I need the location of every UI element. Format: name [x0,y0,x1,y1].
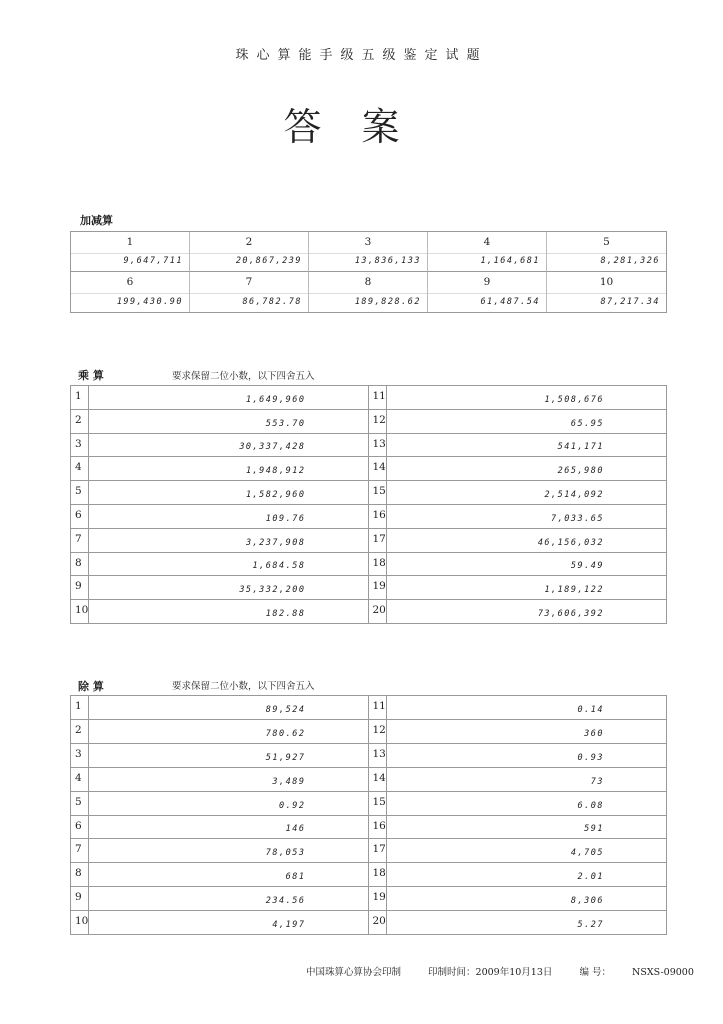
answer-value: 234.56 [265,896,306,907]
answer-value: 6.08 [577,800,604,811]
answer-cell [387,696,667,719]
question-number: 1 [71,386,89,409]
answer-cell [387,600,667,623]
question-number: 7 [71,839,89,862]
divide-right-column [369,696,667,934]
answer-value: 265,980 [557,466,604,477]
add-sub-cell [309,232,428,272]
answer-cell [89,386,368,409]
question-number: 20 [369,911,387,934]
question-number: 4 [71,768,89,791]
answer-value: 1,189,122 [544,585,604,596]
answer-value: 3,489 [272,776,306,787]
cell-divider [428,293,546,294]
table-row [369,768,667,792]
question-number: 5 [71,481,89,504]
answer-cell [89,696,368,719]
cell-divider [190,253,308,254]
answer-value: 5.27 [577,920,604,931]
answer-value: 2.01 [577,872,604,883]
add-sub-cell [190,272,309,312]
table-row [71,887,368,911]
answer-cell [387,792,667,815]
question-number: 17 [369,529,387,552]
answer-cell [89,505,368,528]
question-number: 2 [245,236,253,248]
answer-cell [89,792,368,815]
answer-cell [387,720,667,743]
question-number: 14 [369,768,387,791]
answer-cell [387,744,667,767]
question-number: 10 [71,911,89,934]
question-number: 11 [369,386,387,409]
answer-value: 61,487.54 [480,297,540,307]
table-row [71,553,368,577]
question-number: 2 [71,720,89,743]
answer-value: 86,782.78 [242,297,302,307]
question-number: 9 [71,887,89,910]
table-row [369,529,667,553]
cell-divider [71,253,189,254]
answer-cell [89,434,368,457]
answer-value: 4,197 [272,920,306,931]
answer-value: 0.92 [279,800,306,811]
table-row [71,576,368,600]
cell-divider [71,293,189,294]
table-row [71,410,368,434]
question-number: 5 [71,792,89,815]
add-sub-cell [71,232,190,272]
question-number: 12 [369,410,387,433]
answer-cell [387,768,667,791]
table-row [369,696,667,720]
table-row [369,911,667,934]
table-row [369,457,667,481]
answer-value: 30,337,428 [239,442,306,453]
answer-value: 3,237,908 [245,537,306,548]
table-row [369,792,667,816]
answer-cell [387,816,667,839]
question-number: 10 [599,276,614,288]
answer-value: 2,514,092 [544,489,604,500]
question-number: 8 [364,276,372,288]
table-row [369,839,667,863]
table-row [369,434,667,458]
answer-value: 553.70 [265,418,306,429]
answer-cell [89,553,368,576]
answer-cell [89,481,368,504]
answer-value: 9,647,711 [123,256,183,266]
multiply-left-column [71,386,369,623]
table-row [71,529,368,553]
answer-value: 1,582,960 [245,489,306,500]
add-sub-cell [428,272,547,312]
cell-divider [190,293,308,294]
add-sub-label: 加减算 [80,214,113,227]
add-sub-cell [547,232,666,272]
answer-value: 59.49 [570,561,604,572]
table-row [71,600,368,623]
answer-value: 1,684.58 [252,561,306,572]
answer-cell [387,481,667,504]
footer-print-time: 印制时间：2009年10月13日 [428,967,553,978]
question-number: 11 [369,696,387,719]
answer-cell [387,457,667,480]
answer-cell [89,576,368,599]
table-row [71,792,368,816]
footer-code-label: 编 号： [579,967,611,978]
table-row [369,481,667,505]
add-sub-table [70,231,667,313]
answer-cell [387,576,667,599]
answer-value: 73,606,392 [537,608,604,619]
table-row [71,720,368,744]
table-row [369,744,667,768]
answer-cell [89,457,368,480]
table-row [71,457,368,481]
cell-divider [428,253,546,254]
question-number: 20 [369,600,387,623]
answer-value: 1,164,681 [480,256,540,266]
add-sub-cell [309,272,428,312]
multiply-table [70,385,667,624]
question-number: 3 [364,236,372,248]
answer-value: 65.95 [570,418,604,429]
cell-divider [309,253,427,254]
answer-value: 46,156,032 [537,537,604,548]
question-number: 4 [71,457,89,480]
question-number: 14 [369,457,387,480]
answer-cell [89,863,368,886]
answer-cell [89,410,368,433]
answer-value: 591 [584,824,604,835]
answer-cell [387,863,667,886]
answer-value: 35,332,200 [239,585,306,596]
answer-value: 189,828.62 [354,297,421,307]
answer-cell [387,553,667,576]
add-sub-cell [190,232,309,272]
question-number: 7 [71,529,89,552]
question-number: 6 [126,276,134,288]
answer-value: 73 [590,776,604,787]
multiply-right-column [369,386,667,623]
question-number: 18 [369,863,387,886]
divide-left-column [71,696,369,934]
question-number: 15 [369,481,387,504]
answer-value: 4,705 [570,848,604,859]
add-sub-cell [428,232,547,272]
cell-divider [547,293,666,294]
question-number: 7 [245,276,253,288]
exam-title: 珠心算能手级五级鉴定试题 [235,48,488,63]
table-row [369,505,667,529]
question-number: 6 [71,505,89,528]
answer-value: 1,948,912 [245,466,306,477]
answer-value: 78,053 [265,848,306,859]
answer-value: 199,430.90 [116,297,183,307]
table-row [71,744,368,768]
answer-cell [89,816,368,839]
table-row [369,600,667,623]
question-number: 13 [369,434,387,457]
answer-cell [89,744,368,767]
answer-cell [387,911,667,934]
question-number: 6 [71,816,89,839]
table-row [369,386,667,410]
question-number: 3 [71,744,89,767]
answer-cell [89,600,368,623]
answer-value: 51,927 [265,752,306,763]
question-number: 19 [369,887,387,910]
answer-value: 0.14 [577,704,604,715]
main-title: 答案 [283,105,440,149]
question-number: 5 [603,236,610,248]
question-number: 1 [71,696,89,719]
question-number: 19 [369,576,387,599]
answer-value: 541,171 [557,442,604,453]
question-number: 8 [71,863,89,886]
multiply-label: 乘 算 [78,369,104,382]
table-row [71,434,368,458]
table-row [369,576,667,600]
table-row [71,386,368,410]
answer-cell [387,887,667,910]
answer-value: 780.62 [265,728,306,739]
answer-value: 681 [285,872,306,883]
answer-value: 13,836,133 [354,256,421,266]
table-row [71,768,368,792]
answer-cell [387,434,667,457]
answer-value: 360 [584,728,604,739]
table-row [369,887,667,911]
question-number: 10 [71,600,89,623]
question-number: 16 [369,816,387,839]
answer-value: 146 [285,824,306,835]
answer-cell [89,529,368,552]
answer-cell [89,887,368,910]
answer-value: 8,306 [570,896,604,907]
question-number: 18 [369,553,387,576]
question-number: 9 [483,276,491,288]
table-row [369,553,667,577]
answer-cell [89,720,368,743]
question-number: 1 [126,236,134,248]
table-row [71,816,368,840]
answer-value: 87,217.34 [600,297,660,307]
answer-value: 8,281,326 [600,256,660,266]
question-number: 13 [369,744,387,767]
answer-cell [387,839,667,862]
table-row [71,696,368,720]
answer-value: 89,524 [265,704,306,715]
question-number: 15 [369,792,387,815]
answer-cell [89,768,368,791]
table-row [369,863,667,887]
answer-cell [387,386,667,409]
answer-value: 1,508,676 [544,394,604,405]
question-number: 17 [369,839,387,862]
table-row [369,720,667,744]
table-row [71,839,368,863]
add-sub-cell [71,272,190,312]
divide-label: 除 算 [78,680,104,693]
question-number: 4 [483,236,491,248]
table-row [369,816,667,840]
question-number: 8 [71,553,89,576]
divide-table [70,695,667,935]
multiply-note: 要求保留二位小数，以下四舍五入 [172,371,315,382]
answer-value: 109.76 [265,513,306,524]
table-row [71,481,368,505]
table-row [71,911,368,934]
footer-printer: 中国珠算心算协会印制 [306,967,402,978]
add-sub-cell [547,272,666,312]
answer-value: 0.93 [577,752,604,763]
divide-note: 要求保留二位小数，以下四舍五入 [172,681,315,692]
table-row [71,505,368,529]
question-number: 2 [71,410,89,433]
table-row [369,410,667,434]
question-number: 12 [369,720,387,743]
answer-value: 182.88 [265,608,306,619]
cell-divider [547,253,666,254]
answer-cell [89,839,368,862]
answer-value: 7,033.65 [551,513,604,524]
question-number: 3 [71,434,89,457]
answer-cell [89,911,368,934]
footer-code: NSXS-09000 [632,967,694,978]
answer-cell [387,410,667,433]
answer-cell [387,505,667,528]
table-row [71,863,368,887]
cell-divider [309,293,427,294]
answer-cell [387,529,667,552]
footer [306,964,694,978]
answer-value: 1,649,960 [245,394,306,405]
question-number: 9 [71,576,89,599]
answer-value: 20,867,239 [235,256,302,266]
question-number: 16 [369,505,387,528]
